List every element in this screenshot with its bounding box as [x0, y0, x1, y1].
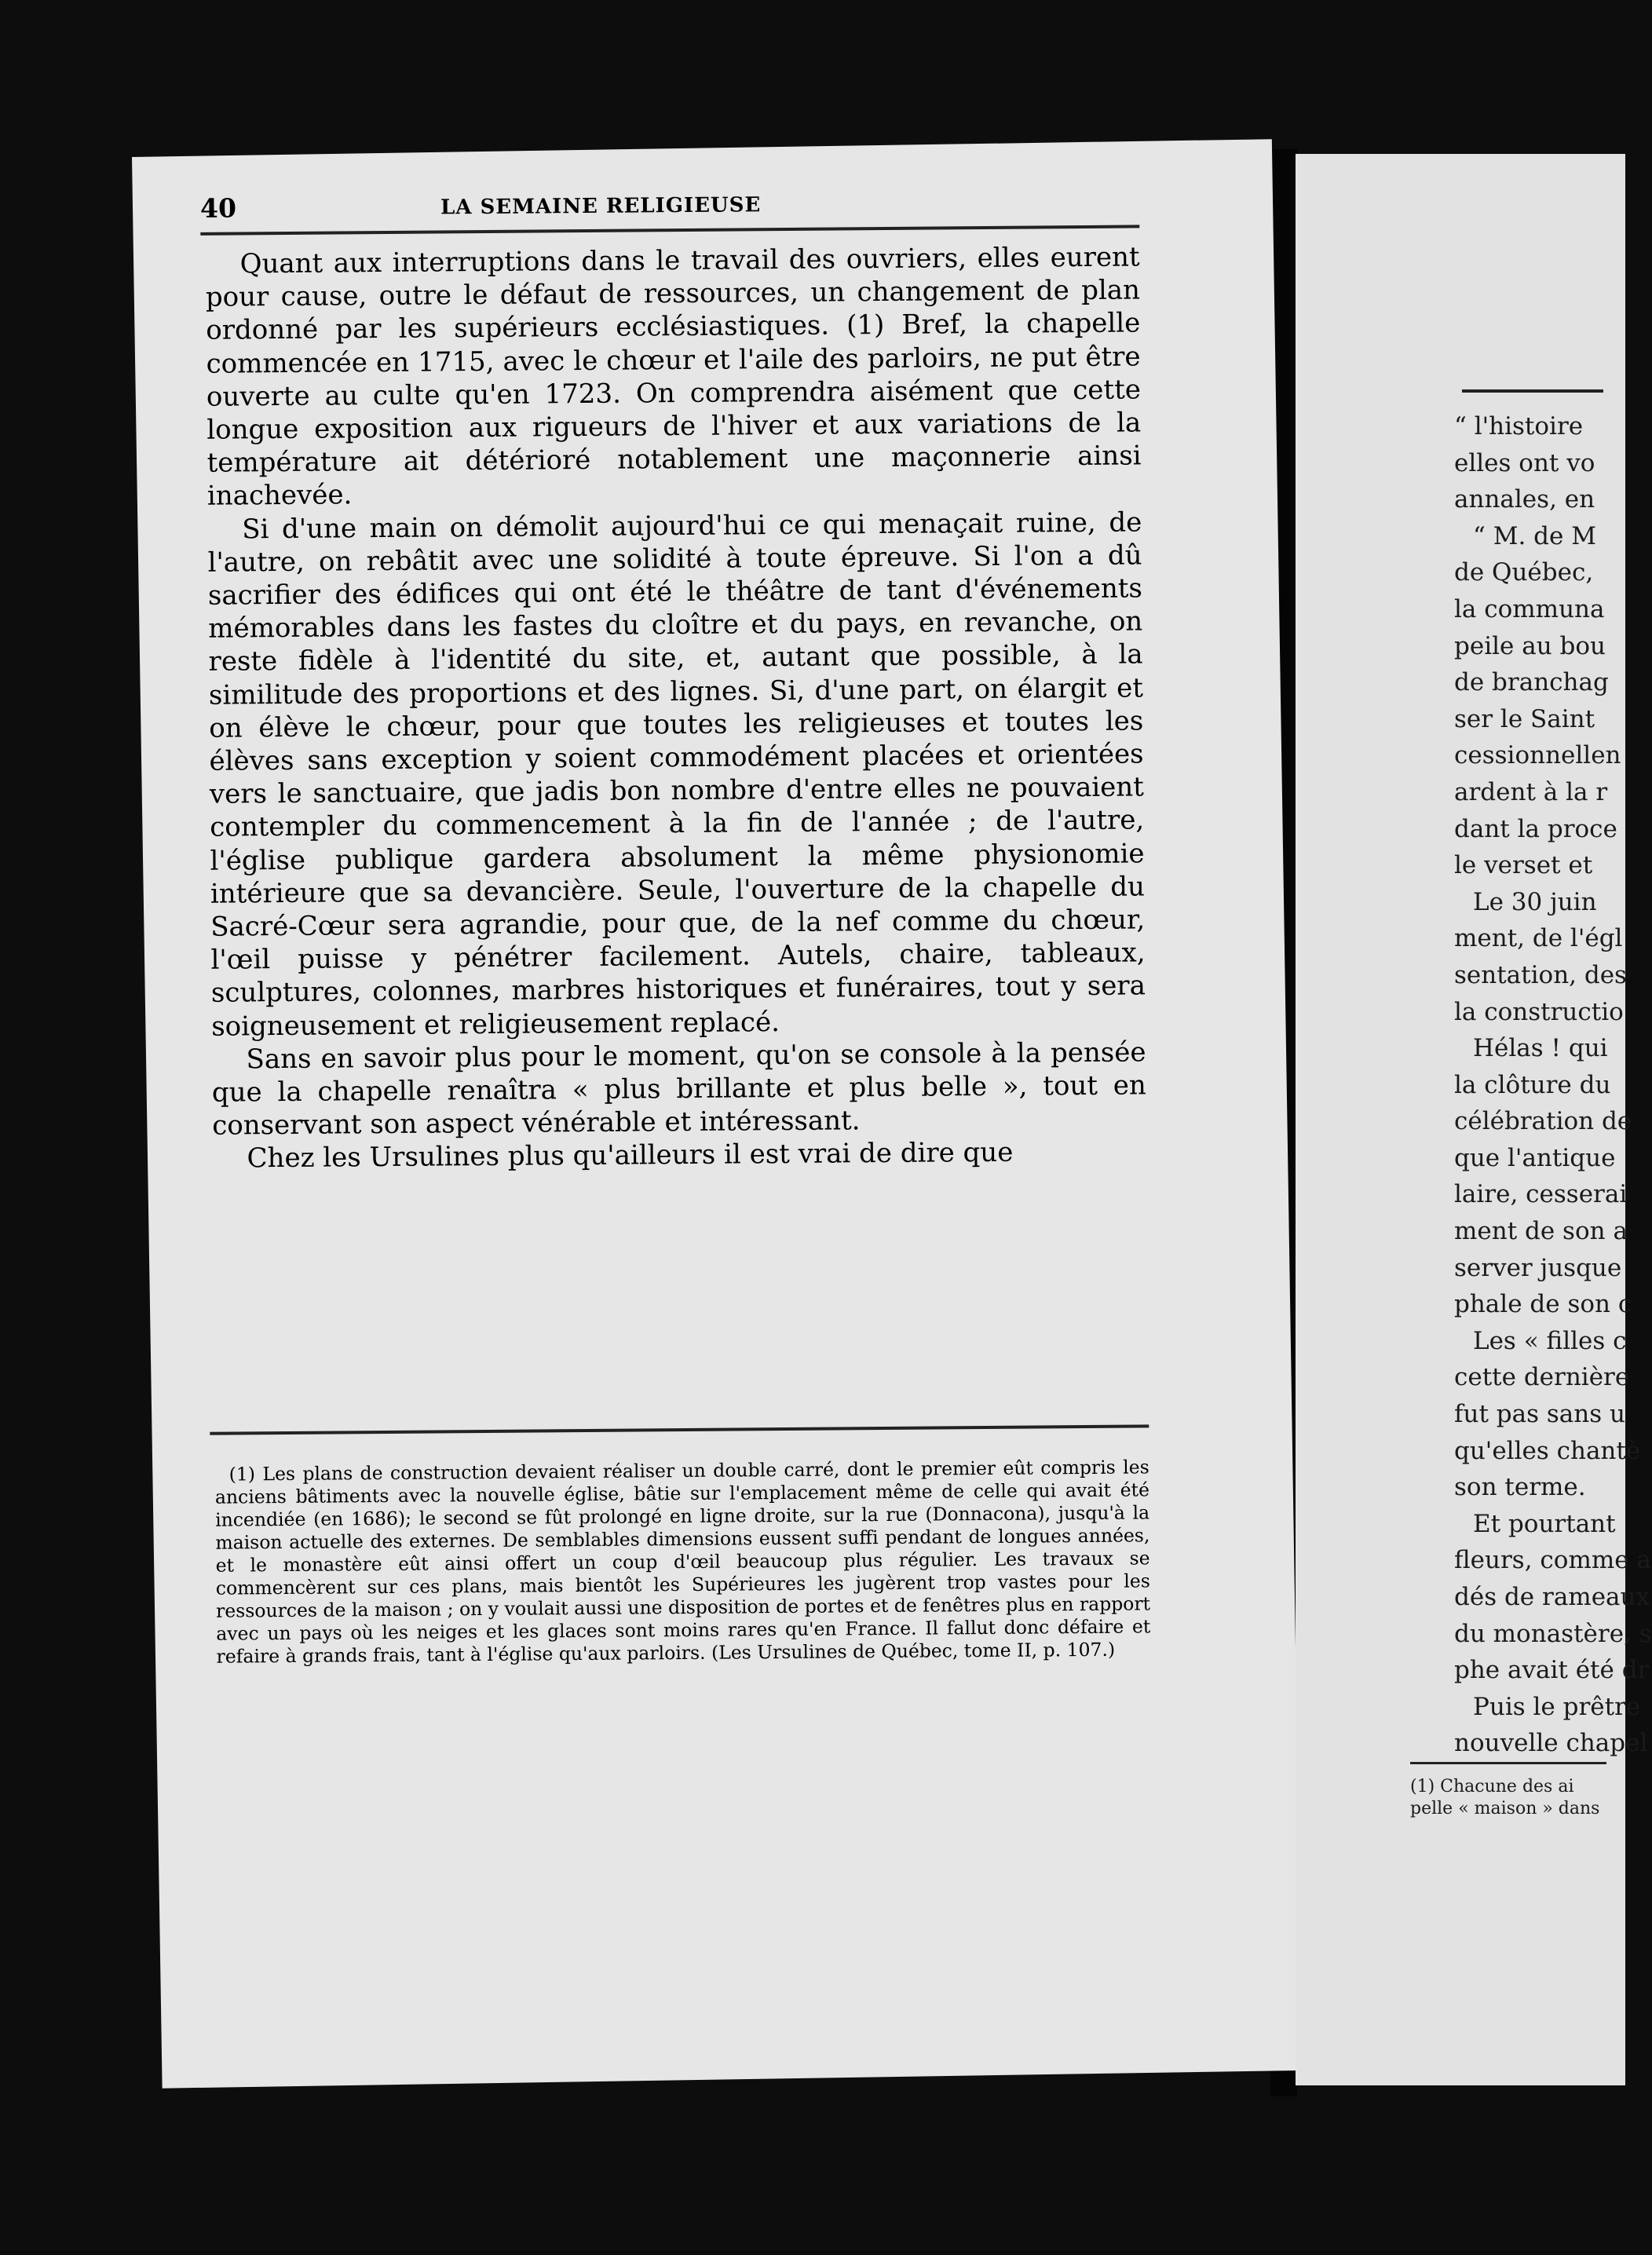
header-rule — [200, 225, 1139, 235]
right-page-text — [1454, 408, 1652, 1762]
right-footnote-rule — [1410, 1762, 1606, 1764]
right-page-line: laire, cesserai — [1454, 1180, 1628, 1209]
right-page-line: annales, en — [1454, 485, 1595, 514]
right-page-line: dant la proce — [1454, 814, 1617, 843]
right-page-line: sentation, des — [1454, 960, 1627, 989]
right-page-line: cessionnellen — [1454, 741, 1621, 770]
body-text — [205, 240, 1146, 1175]
right-footnote-line: pelle « maison » dans — [1410, 1799, 1600, 1818]
right-page-line: du monastère, s — [1454, 1619, 1652, 1648]
footnote-rule — [210, 1424, 1149, 1435]
right-header-rule — [1462, 389, 1603, 393]
right-page-line: Puis le prêtre — [1473, 1692, 1641, 1721]
running-title: LA SEMAINE RELIGIEUSE — [440, 193, 762, 220]
right-page-line: ment de son a — [1454, 1217, 1628, 1246]
right-page-line: la communa — [1454, 594, 1605, 623]
right-page-line: fut pas sans u — [1454, 1400, 1625, 1429]
right-page-line: la clôture du — [1454, 1070, 1611, 1099]
right-page-line: nouvelle chapel — [1454, 1729, 1648, 1758]
right-page-line: Le 30 juin — [1473, 887, 1597, 916]
right-page-line: server jusque — [1454, 1253, 1622, 1282]
right-page-line: Les « filles c — [1473, 1326, 1627, 1355]
right-page-line: “ l'histoire — [1454, 412, 1584, 440]
right-page-line: ser le Saint — [1454, 704, 1595, 733]
right-page-line: phe avait été dr — [1454, 1656, 1650, 1685]
paragraph: Sans en savoir plus pour le moment, qu'on se console à la pensée que la chapelle renaîtra « plus brillante et plus belle », tout en conservant son aspect vénérable et intéressant. — [211, 1036, 1147, 1142]
right-page-line: qu'elles chantè — [1454, 1436, 1641, 1465]
right-page-line: le verset et — [1454, 851, 1593, 880]
right-page-line: peile au bou — [1454, 631, 1606, 660]
footnote-text: (1) Les plans de construction devaient réaliser un double carré, dont le premier eût compris les anciens bâtiments avec la nouvelle église, bâtie sur l'emplacement même de celle qui avait été incendiée (en 1686); le second se fût prolongé en ligne droite, sur la rue (Donnacona), jusqu'à la maison actuelle des externes. De semblables dimensions eussent suffi pendant de longues années, et le monastère eût ainsi offert un coup d'œil beaucoup plus régulier. Les travaux se commencèrent sur ces plans, mais bientôt les Supérieures les jugèrent trop vastes pour les ressources de la maison ; on y voulait aussi une disposition de portes et de fenêtres plus en rapport avec un pays où les neiges et les glaces sont moins rares qu'en France. Il fallut donc défaire et refaire à grands frais, tant à l'église qu'aux parloirs. (Les Ursulines de Québec, tome II, p. 107.) — [214, 1456, 1151, 1668]
right-page-line: dés de rameaux — [1454, 1583, 1650, 1611]
right-page-line: que l'antique — [1454, 1143, 1616, 1172]
page-number: 40 — [199, 192, 237, 224]
right-page-line: cette dernière — [1454, 1363, 1630, 1392]
paragraph: Si d'une main on démolit aujourd'hui ce qui menaçait ruine, de l'autre, on rebâtit avec une solidité à toute épreuve. Si l'on a dû sacrifier des édifices qui ont été le théâtre de tant d'événements mémorables dans les fastes du cloître et du pays, en revanche, on reste fidèle à l'identité du site, et, autant que possible, à la similitude des proportions et des lignes. Si, d'une part, on élargit et on élève le chœur, pour que toutes les religieuses et toutes les élèves sans exception y soient commodément placées et orientées vers le sanctuaire, que jadis bon nombre d'entre elles ne pouvaient contempler du commencement à la fin de l'année ; de l'autre, l'église publique gardera absolument la même physionomie intérieure que sa devancière. Seule, l'ouverture de la chapelle du Sacré-Cœur sera agrandie, pour que, de la nef comme du chœur, l'œil puisse y pénétrer facilement. Autels, chaire, tableaux, sculptures, colonnes, marbres historiques et funéraires, tout y sera soigneusement et religieusement replacé. — [207, 506, 1146, 1043]
right-page-line: de Québec, — [1454, 558, 1594, 587]
right-page-line: célébration de — [1454, 1107, 1632, 1136]
footnote — [215, 1456, 1151, 1668]
right-page-line: “ M. de M — [1473, 521, 1596, 550]
right-page-line: elles ont vo — [1454, 448, 1595, 477]
right-page-line: son terme. — [1454, 1473, 1586, 1502]
right-page-line: Hélas ! qui — [1473, 1034, 1608, 1063]
right-page-line: la constructio — [1454, 997, 1624, 1026]
right-footnote-line: (1) Chacune des ai — [1410, 1777, 1574, 1796]
right-page-line: ment, de l'égl — [1454, 924, 1623, 953]
right-footnote — [1410, 1776, 1602, 1820]
right-page-line: Et pourtant — [1473, 1509, 1616, 1538]
paragraph: Chez les Ursulines plus qu'ailleurs il est vrai de dire que — [247, 1137, 1014, 1175]
right-page-line: ardent à la r — [1454, 777, 1608, 806]
paragraph: Quant aux interruptions dans le travail des ouvriers, elles eurent pour cause, outre le défaut de ressources, un changement de plan ordonné par les supérieurs ecclésiastiques. (1) Bref, la chapelle commencée en 1715, avec le chœur et l'aile des parloirs, ne put être ouverte au culte qu'en 1723. On comprendra aisément que cette longue exposition aux rigueurs de l'hiver et aux variations de la température ait détérioré notablement une maçonnerie ainsi inachevée. — [205, 241, 1142, 513]
right-page-line: phale de son c — [1454, 1290, 1632, 1319]
right-page-line: de branchag — [1454, 668, 1609, 697]
right-page-line: fleurs, comme a — [1454, 1546, 1651, 1575]
